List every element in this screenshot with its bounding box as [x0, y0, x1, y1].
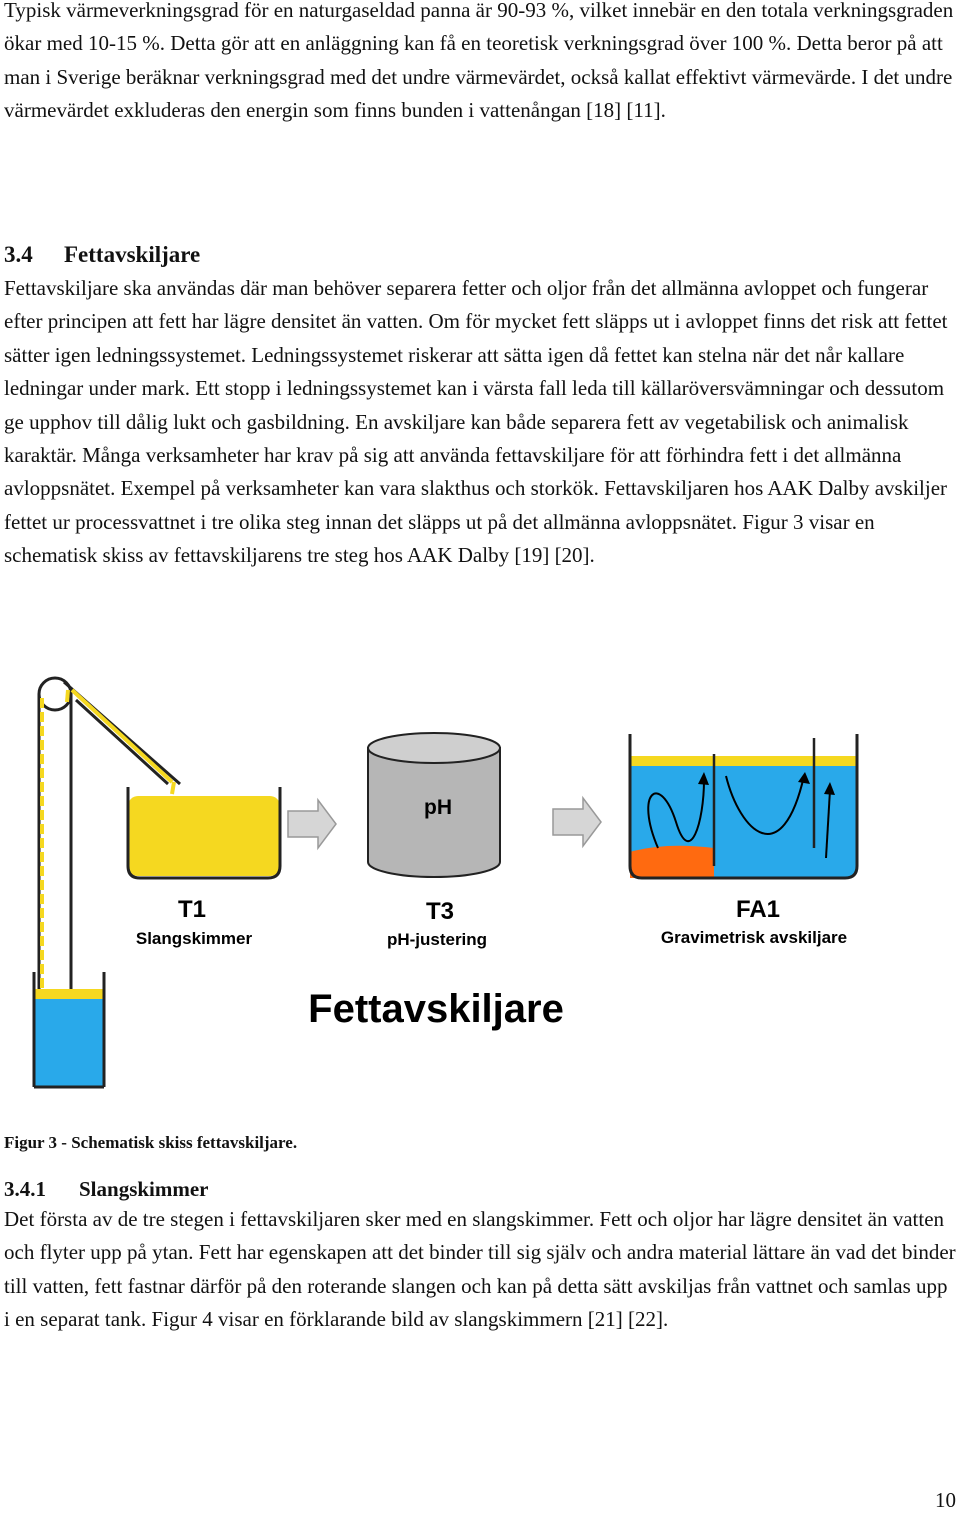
stage-t3-code: T3: [425, 898, 455, 925]
arrow-t3-to-fa1-icon: [553, 798, 601, 846]
t1-fat-tank: [128, 787, 280, 878]
stage-t1-code: T1: [177, 896, 207, 923]
subsection-title: Slangskimmer: [79, 1177, 209, 1201]
stage-t3-name: pH-justering: [386, 930, 488, 949]
section-heading: [4, 241, 200, 269]
intro-paragraph: Typisk värmeverkningsgrad för en naturgaseldad panna är 90-93 %, vilket innebär en den totala verkningsgraden ökar med 10-15 %. Detta gör att en anläggning kan få en teoretisk verkningsgrad över 100 %. Detta beror på att man i Sverige beräknar verkningsgrad med det undre värmevärdet, också kallat effektivt värmevärde. I det undre värmevärdet exkluderas den energin som finns bunden i vattenångan [18] [11].: [4, 0, 954, 123]
section-title: Fettavskiljare: [64, 242, 201, 267]
page-number: 10: [935, 1488, 956, 1512]
section-number: 3.4: [4, 242, 33, 267]
figure-main-title: Fettavskiljare: [308, 987, 564, 1031]
fa1-separator-tank: [630, 734, 857, 878]
stage-t1-name: Slangskimmer: [135, 929, 253, 948]
t3-ph-tank: [368, 733, 500, 877]
stage-fa1-code: FA1: [735, 896, 781, 923]
figure-caption: Figur 3 - Schematisk skiss fettavskiljare.: [4, 1133, 298, 1152]
tank-ph-label: pH: [424, 796, 452, 819]
fettavskiljare-figure: [20, 672, 880, 1092]
arrow-t1-to-t3-icon: [288, 800, 336, 848]
subsection-heading: [4, 1176, 209, 1202]
stage-fa1-name: Gravimetrisk avskiljare: [660, 928, 848, 947]
collection-pit: [34, 972, 104, 1087]
section-paragraph: Fettavskiljare ska användas där man behöver separera fetter och oljor från det allmänna avloppet och fungerar efter principen att fett har lägre densitet än vatten. Om för mycket fett släpps ut i avloppet finns det risk att fettet sätter igen ledningssystemet. Ledningssystemet riskerar att sätta igen då fettet kan stelna när det når kallare ledningar under mark. Ett stopp i ledningssystemet kan i värsta fall leda till källaröversvämningar och dessutom ge upphov till dålig lukt och gasbildning. En avskiljare kan både separera fett av vegetabilisk och animalisk karaktär. Många verksamheter har krav på sig att använda fettavskiljare för att förhindra fett i det allmänna avloppsnätet. Exempel på verksamheter kan vara slakthus och storkök. Fettavskiljaren hos AAK Dalby avskiljer fettet ur processvattnet i tre olika steg innan det släpps ut på det allmänna avloppsnätet. Figur 3 visar en schematisk skiss av fettavskiljarens tre steg hos AAK Dalby [19] [20].: [4, 276, 948, 568]
subsection-number: 3.4.1: [4, 1177, 46, 1201]
subsection-paragraph: Det första av de tre stegen i fettavskiljaren sker med en slangskimmer. Fett och oljor har lägre densitet än vatten och flyter upp på ytan. Fett har egenskapen att det binder till sig själv och andra material lättare än vad det binder till vatten, fett fastnar därför på den roterande slangen och kan på detta sätt avskiljas från vattnet och samlas upp i en separat tank. Figur 4 visar en förklarande bild av slangskimmern [21] [22].: [4, 1207, 956, 1332]
transfer-hose: [64, 682, 180, 794]
